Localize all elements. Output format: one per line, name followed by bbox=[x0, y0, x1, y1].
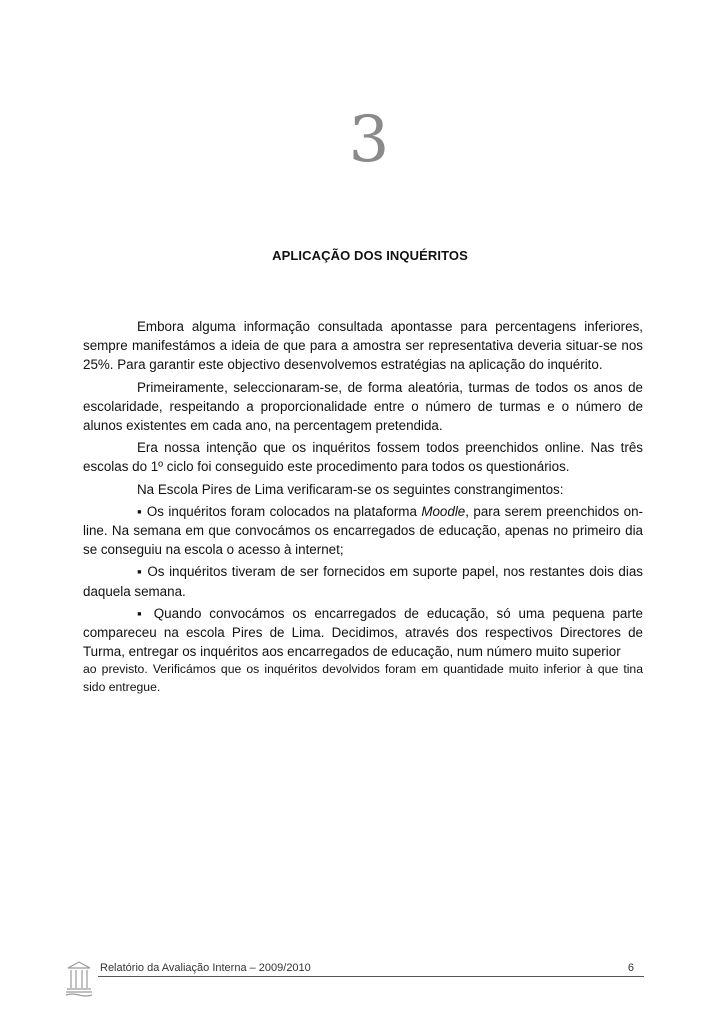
bullet-parents: ▪ Quando convocámos os encarregados de educação, só uma pequena parte compareceu na escola Pires de Lima. Decidimos, através dos respectivos Directores de Turma, entregar os inquéritos aos encarregados de educação, num número muito superior bbox=[83, 605, 643, 660]
school-building-logo-icon bbox=[64, 958, 94, 998]
paragraph-online: Era nossa intenção que os inquéritos fossem todos preenchidos online. Nas três escolas do 1º ciclo foi conseguido este procedimento para todos os questionários. bbox=[83, 440, 643, 475]
paragraph-constraints: Na Escola Pires de Lima verificaram-se os seguintes constrangimentos: bbox=[137, 481, 564, 497]
paragraph-intro: Embora alguma informação consultada apontasse para percentagens inferiores, sempre manifestámos a ideia de que para a amostra ser representativa deveria situar-se nos 25%. Para garantir este objectivo desenvolvemos estratégias na aplicação do inquérito. bbox=[83, 319, 643, 373]
page-footer bbox=[64, 958, 644, 998]
paragraph-selection: Primeiramente, seleccionaram-se, de forma aleatória, turmas de todos os anos de escolaridade, respeitando a proporcionalidade entre o número de turmas e o número de alunos existentes em cada ano, na percentagem pretendida. bbox=[83, 379, 643, 434]
chapter-number: 3 bbox=[348, 103, 390, 177]
bullet-moodle-after: , para serem preenchidos on-line. Na semana em que convocámos os encarregados de educação, apenas no primeiro dia se conseguiu na escola o acesso à internet; bbox=[83, 503, 643, 558]
footer-title: Relatório da Avaliação Interna – 2009/2010 bbox=[100, 962, 311, 974]
paragraph-closing: ao previsto. Verificámos que os inquéritos devolvidos foram em quantidade muito inferior à que tina sido entregue. bbox=[83, 662, 643, 694]
bullet-moodle bbox=[83, 502, 643, 560]
document-body bbox=[83, 317, 643, 699]
page-number: 6 bbox=[627, 962, 634, 974]
moodle-emphasis: Moodle bbox=[421, 503, 466, 519]
bullet-paper: ▪ Os inquéritos tiveram de ser fornecidos em suporte papel, nos restantes dois dias daquela semana. bbox=[83, 564, 643, 599]
bullet-moodle-before: ▪ Os inquéritos foram colocados na plataforma bbox=[137, 503, 422, 519]
chapter-title: APLICAÇÃO DOS INQUÉRITOS bbox=[272, 248, 468, 263]
footer-rule bbox=[98, 976, 644, 977]
